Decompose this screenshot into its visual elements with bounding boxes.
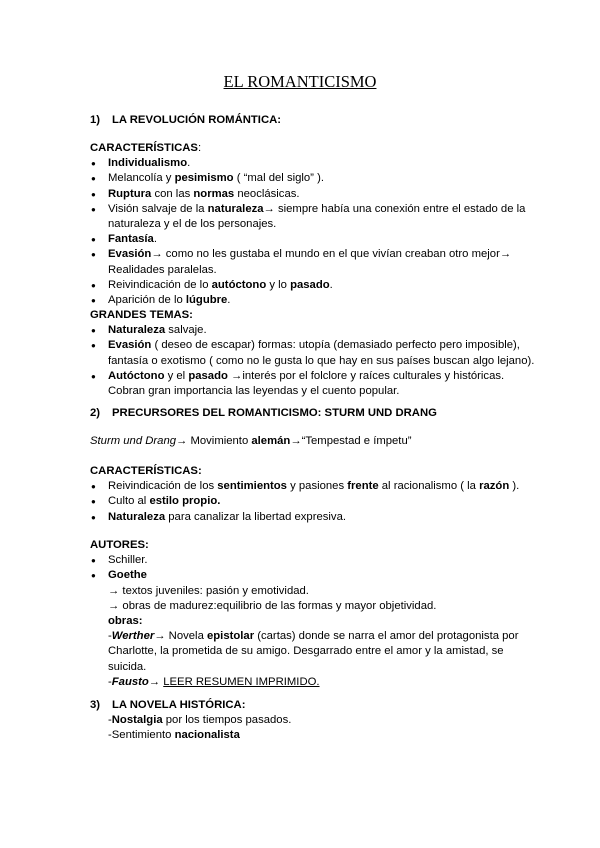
page-title: EL ROMANTICISMO <box>223 72 377 91</box>
section-2-heading: 2) PRECURSORES DEL ROMANTICISMO: STURM UND DRANG <box>90 407 437 419</box>
goethe-note: → obras de madurez:equilibrio de las formas y mayor objetividad. <box>108 599 437 612</box>
authors-label: AUTORES: <box>90 539 149 551</box>
list-item: ● Visión salvaje de la naturaleza→ siempre había una conexión entre el estado de la <box>90 202 530 217</box>
list-item: ● Fantasía. <box>90 232 530 247</box>
list-item: ● Reivindicación de lo autóctono y lo pasado. <box>90 278 530 293</box>
werther-entry: -Werther→ Novela epistolar (cartas) donde se narra el amor del protagonista por <box>108 630 519 643</box>
characteristics-label: CARACTERÍSTICAS: <box>90 465 202 477</box>
werther-entry-continuation: Charlotte, la prometida de su amigo. Desgarrado entre el amor y la amistad, se <box>108 645 504 658</box>
section-2 <box>90 406 530 421</box>
fausto-entry: -Fausto→ LEER RESUMEN IMPRIMIDO. <box>108 675 320 688</box>
list-item-continuation: Realidades paralelas. <box>108 263 217 276</box>
characteristics-label: CARACTERÍSTICAS: <box>90 142 202 154</box>
list-item-continuation: Cobran gran importancia las leyendas y el cuento popular. <box>108 385 400 397</box>
list-item: ● Naturaleza para canalizar la libertad expresiva. <box>90 510 530 525</box>
section-2-intro <box>90 434 530 449</box>
list-item: ● Evasión→ como no les gustaba el mundo en el que vivían creaban otro mejor→ <box>90 247 530 262</box>
list-item-continuation: fantasía o exotismo ( como no le gusta lo que hay en sus países buscan algo lejano). <box>108 354 535 367</box>
section-1-heading: 1) LA REVOLUCIÓN ROMÁNTICA: <box>90 114 282 126</box>
list-item: ● Schiller. <box>90 553 530 568</box>
sturm-intro: Sturm und Drang→ Movimiento alemán→“Tempestad e ímpetu” <box>90 435 412 447</box>
section-1 <box>90 113 530 128</box>
section-1-characteristics <box>90 141 535 399</box>
list-item: ● Individualismo. <box>90 156 530 171</box>
list-item: ● Evasión ( deseo de escapar) formas: utopía (demasiado perfecto pero imposible), <box>90 338 530 353</box>
werther-entry-continuation: suicida. <box>108 660 147 673</box>
list-item: ● Ruptura con las normas neoclásicas. <box>90 187 530 202</box>
list-item-continuation: naturaleza y el de los personajes. <box>108 217 277 230</box>
works-label: obras: <box>108 614 143 627</box>
historical-novel-item: -Nostalgia por los tiempos pasados. <box>108 714 292 727</box>
list-item: ● Reivindicación de los sentimientos y pasiones frente al racionalismo ( la razón ). <box>90 479 530 494</box>
list-item: ● Aparición de lo lúgubre. <box>90 293 530 308</box>
goethe-note: → textos juveniles: pasión y emotividad. <box>108 584 309 597</box>
themes-label: GRANDES TEMAS: <box>90 309 193 322</box>
list-item: ● Naturaleza salvaje. <box>90 323 530 338</box>
section-2-characteristics <box>90 464 530 525</box>
list-item: ● Goethe <box>90 568 530 583</box>
list-item: ● Melancolía y pesimismo ( “mal del siglo” ). <box>90 171 530 186</box>
list-item: ● Autóctono y el pasado →interés por el folclore y raíces culturales y históricas. <box>90 369 530 384</box>
list-item: ● Culto al estilo propio. <box>90 494 530 509</box>
section-3-heading: 3) LA NOVELA HISTÓRICA: <box>90 699 246 711</box>
section-3 <box>90 698 530 744</box>
historical-novel-item: -Sentimiento nacionalista <box>108 729 240 742</box>
section-2-authors <box>90 538 530 690</box>
